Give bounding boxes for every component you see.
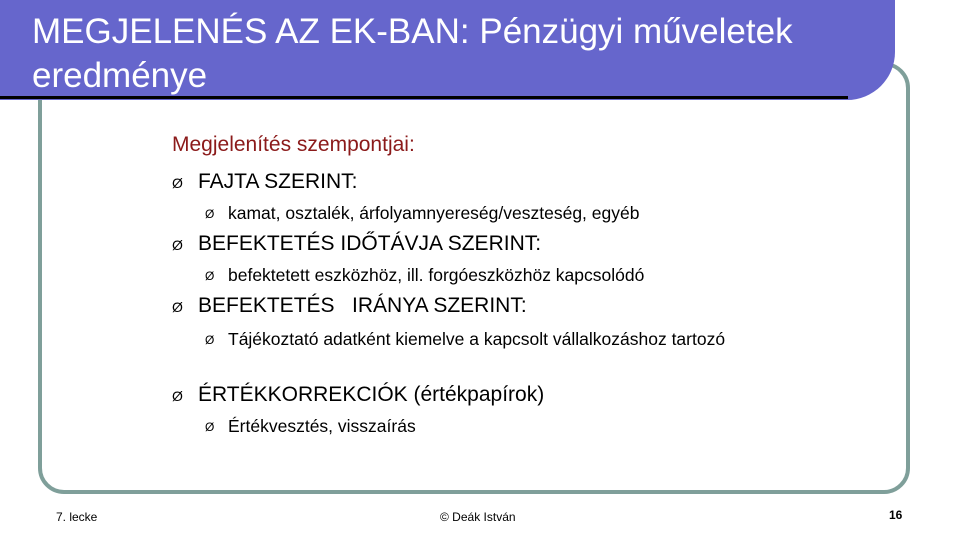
arrow-bullet-icon: Ø bbox=[205, 207, 215, 221]
bullet-item-1 bbox=[172, 170, 357, 194]
sub-bullet-label: Tájékoztató adatként kiemelve a kapcsolt vállalkozáshoz tartozó bbox=[228, 329, 726, 349]
arrow-bullet-icon: Ø bbox=[172, 175, 183, 191]
bullet-label: BEFEKTETÉS IRÁNYA SZERINT: bbox=[198, 294, 527, 317]
sub-bullet-label: kamat, osztalék, árfolyamnyereség/veszteség, egyéb bbox=[228, 203, 640, 223]
bullet-item-2 bbox=[172, 232, 541, 256]
footer-left: 7. lecke bbox=[56, 510, 98, 524]
sub-bullet-item-1 bbox=[205, 202, 818, 224]
bullet-label: FAJTA SZERINT: bbox=[198, 170, 358, 193]
arrow-bullet-icon: Ø bbox=[172, 299, 183, 315]
bullet-label: ÉRTÉKKORREKCIÓK (értékpapírok) bbox=[198, 383, 545, 406]
bullet-item-3 bbox=[172, 294, 527, 318]
sub-bullet-item-4 bbox=[205, 415, 818, 437]
sub-bullet-label: befektetett eszközhöz, ill. forgóeszközhöz kapcsolódó bbox=[228, 265, 645, 285]
arrow-bullet-icon: Ø bbox=[172, 388, 183, 404]
arrow-bullet-icon: Ø bbox=[172, 237, 183, 253]
arrow-bullet-icon: Ø bbox=[205, 269, 215, 283]
bullet-item-4 bbox=[172, 383, 544, 407]
sub-bullet-label: Értékvesztés, visszaírás bbox=[228, 416, 416, 436]
arrow-bullet-icon: Ø bbox=[205, 333, 215, 347]
sub-bullet-item-2 bbox=[205, 264, 818, 286]
arrow-bullet-icon: Ø bbox=[205, 420, 215, 434]
sub-bullet-item-3 bbox=[205, 328, 798, 350]
slide-title: MEGJELENÉS AZ EK-BAN: Pénzügyi műveletek eredménye bbox=[32, 12, 793, 95]
content-heading: Megjelenítés szempontjai: bbox=[172, 133, 415, 156]
page-number: 16 bbox=[889, 508, 903, 522]
bullet-label: BEFEKTETÉS IDŐTÁVJA SZERINT: bbox=[198, 232, 542, 255]
footer-center: © Deák István bbox=[440, 510, 516, 524]
